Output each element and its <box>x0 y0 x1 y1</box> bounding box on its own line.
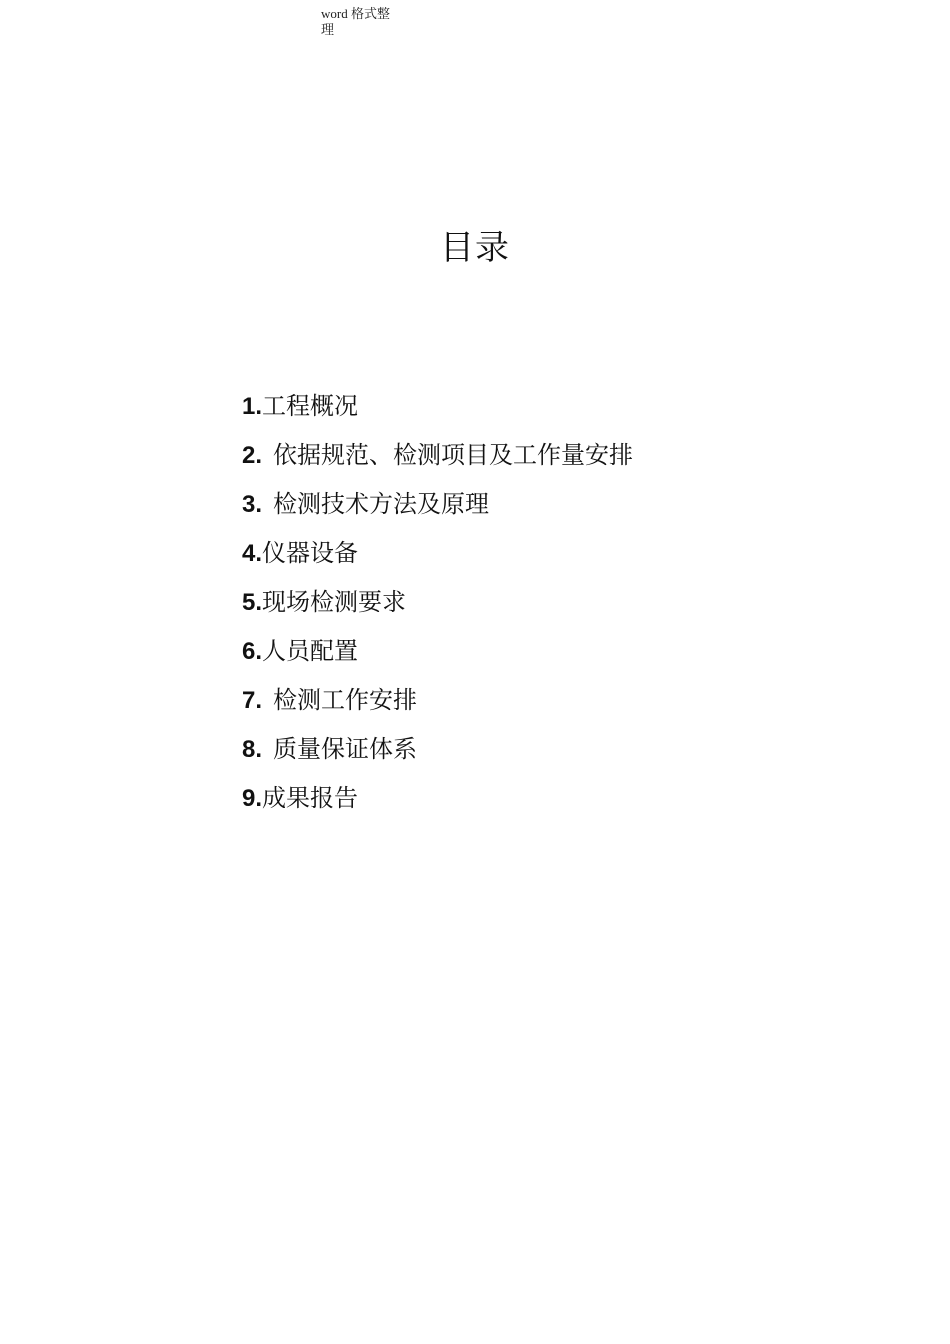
toc-item-5[interactable] <box>242 582 633 631</box>
toc-item-number: 6. <box>242 638 263 665</box>
toc-item-number: 2. <box>242 442 263 469</box>
toc-item-2[interactable] <box>242 435 633 484</box>
toc-item-7[interactable] <box>242 680 633 729</box>
toc-item-text: 质量保证体系 <box>273 735 418 763</box>
toc-item-number: 7. <box>242 687 263 714</box>
toc-item-number: 4. <box>242 540 263 567</box>
toc-item-9[interactable] <box>242 778 633 827</box>
toc-item-text: 检测技术方法及原理 <box>273 490 490 518</box>
toc-item-number: 1. <box>242 393 263 420</box>
toc-item-number: 3. <box>242 491 263 518</box>
toc-item-number: 9. <box>242 785 263 812</box>
toc-item-4[interactable] <box>242 533 633 582</box>
toc-item-number: 8. <box>242 736 263 763</box>
toc-item-1[interactable] <box>242 386 633 435</box>
toc-item-number: 5. <box>242 589 263 616</box>
header-note-line1: word 格式整 <box>321 6 390 21</box>
toc-item-text: 工程概况 <box>262 392 359 420</box>
toc-item-3[interactable] <box>242 484 633 533</box>
toc-item-8[interactable] <box>242 729 633 778</box>
toc-item-text: 仪器设备 <box>262 539 359 567</box>
header-note-line2: 理 <box>321 22 335 37</box>
toc-item-text: 现场检测要求 <box>262 588 407 616</box>
toc-title: 目录 <box>440 228 510 268</box>
toc-item-text: 成果报告 <box>262 784 359 812</box>
table-of-contents <box>242 386 633 827</box>
header-note <box>321 6 401 38</box>
toc-item-text: 人员配置 <box>262 637 359 665</box>
toc-item-6[interactable] <box>242 631 633 680</box>
toc-item-text: 依据规范、检测项目及工作量安排 <box>273 441 634 469</box>
toc-item-text: 检测工作安排 <box>273 686 418 714</box>
